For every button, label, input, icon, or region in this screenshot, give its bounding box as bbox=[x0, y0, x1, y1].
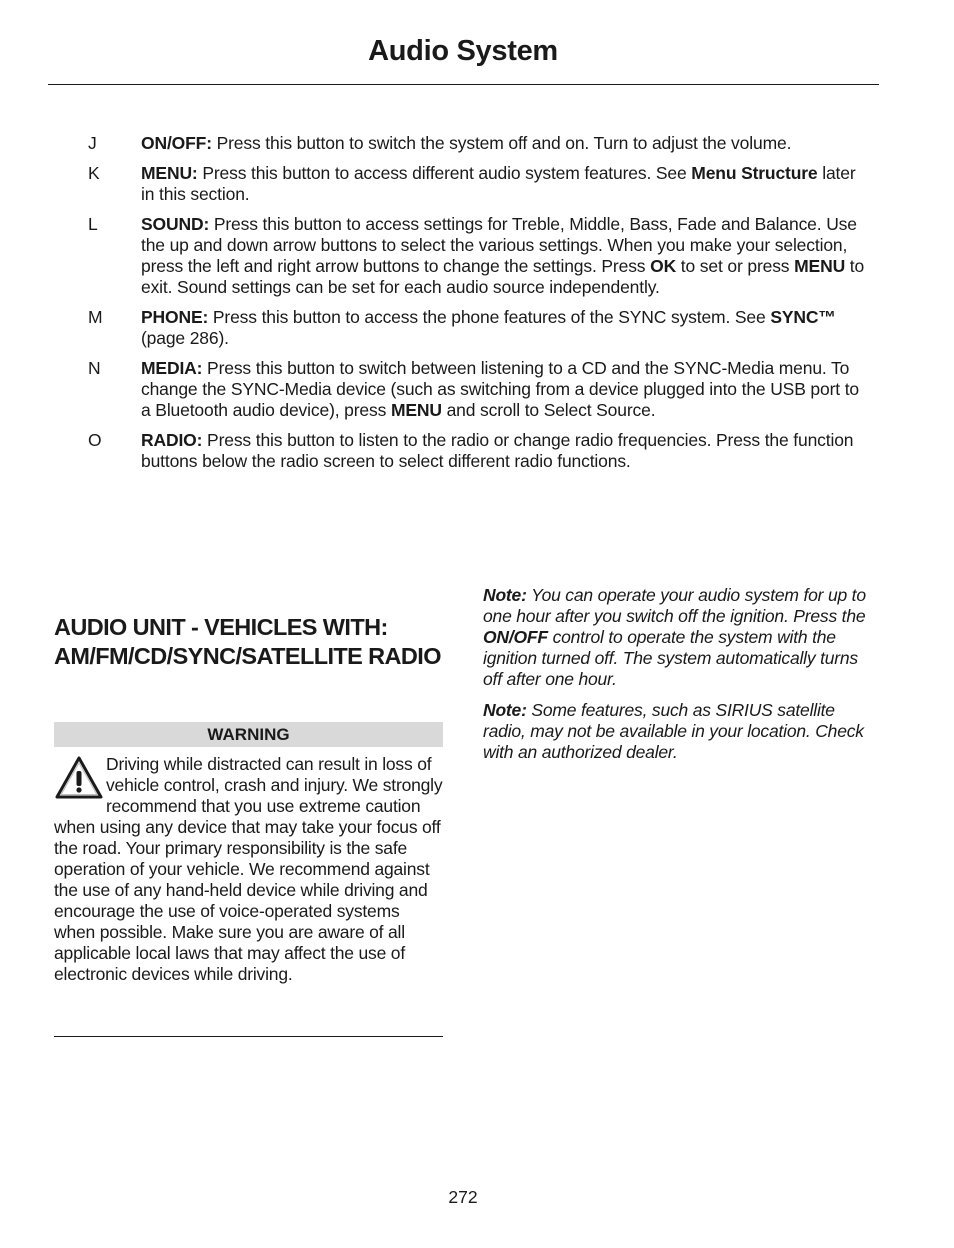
bold-text: PHONE: bbox=[141, 307, 209, 327]
bold-text: Note: bbox=[483, 700, 527, 720]
text-run: to set or press bbox=[676, 256, 795, 276]
text-run: to exit. Sound settings can be set for each audio source independently. bbox=[141, 256, 865, 297]
text-run: Press this button to listen to the radio or change radio frequencies. Press the function buttons below the radio screen to select different radio functions. bbox=[141, 430, 854, 471]
list-item bbox=[0, 133, 954, 154]
text-run: Press this button to access different audio system features. See bbox=[197, 163, 692, 183]
item-description bbox=[141, 163, 869, 205]
note-paragraph bbox=[483, 585, 878, 690]
text-run: control to operate the system with the ignition turned off. The system automatically turns off after one hour. bbox=[483, 627, 858, 689]
bold-text: MENU bbox=[390, 400, 442, 420]
bold-text: SYNC™ bbox=[770, 307, 836, 327]
list-item bbox=[0, 163, 954, 205]
item-letter: N bbox=[88, 358, 101, 378]
bold-text: MENU bbox=[794, 256, 846, 276]
bold-text: RADIO: bbox=[141, 430, 203, 450]
notes-column bbox=[483, 585, 878, 773]
item-letter: M bbox=[88, 307, 103, 327]
text-run: You can operate your audio system for up to one hour after you switch off the ignition. Press the bbox=[483, 585, 866, 626]
list-item bbox=[0, 430, 954, 472]
title-divider bbox=[48, 84, 879, 85]
bold-text: MEDIA: bbox=[141, 358, 203, 378]
button-description-list bbox=[0, 133, 954, 481]
warning-divider bbox=[54, 1036, 443, 1037]
list-item bbox=[0, 358, 954, 421]
list-item bbox=[0, 214, 954, 298]
bold-text: Note: bbox=[483, 585, 527, 605]
text-run: Press this button to access the phone features of the SYNC system. See bbox=[208, 307, 771, 327]
bold-text: ON/OFF bbox=[483, 627, 548, 647]
text-run: and scroll to Select Source. bbox=[441, 400, 656, 420]
warning-triangle-icon bbox=[54, 755, 104, 801]
item-letter: L bbox=[88, 214, 98, 234]
page-number: 272 bbox=[448, 1187, 478, 1207]
item-description bbox=[141, 307, 869, 349]
item-letter: K bbox=[88, 163, 100, 183]
item-description bbox=[141, 133, 869, 154]
note-paragraph bbox=[483, 700, 878, 763]
item-letter: O bbox=[88, 430, 102, 450]
item-letter: J bbox=[88, 133, 97, 153]
section-heading: AUDIO UNIT - VEHICLES WITH: AM/FM/CD/SYNC/SATELLITE RADIO bbox=[54, 614, 441, 669]
bold-text: MENU: bbox=[141, 163, 198, 183]
text-run: Press this button to access settings for Treble, Middle, Bass, Fade and Balance. Use the up and down arrow buttons to select the various settings. When you make your selection, press the left and right arrow buttons to change the settings. Press bbox=[141, 214, 857, 276]
bold-text: SOUND: bbox=[141, 214, 210, 234]
bold-text: Menu Structure bbox=[691, 163, 818, 183]
bold-text: ON/OFF: bbox=[141, 133, 212, 153]
text-run: Some features, such as SIRIUS satellite radio, may not be available in your location. Check with an authorized dealer. bbox=[483, 700, 864, 762]
item-description bbox=[141, 358, 869, 421]
list-item bbox=[0, 307, 954, 349]
text-run: later in this section. bbox=[141, 163, 856, 204]
item-description bbox=[141, 214, 869, 298]
bold-text: OK bbox=[650, 256, 677, 276]
text-run: (page 286). bbox=[141, 328, 229, 348]
text-run: Press this button to switch between listening to a CD and the SYNC-Media menu. To change the SYNC-Media device (such as switching from a device plugged into the USB port to a Bluetooth audio device), press bbox=[141, 358, 859, 420]
text-run: Press this button to switch the system off and on. Turn to adjust the volume. bbox=[211, 133, 792, 153]
page-title: Audio System bbox=[368, 35, 558, 67]
item-description bbox=[141, 430, 869, 472]
warning-box bbox=[54, 754, 443, 985]
warning-text: Driving while distracted can result in loss of vehicle control, crash and injury. We strongly recommend that you use extreme caution when using any device that may take your focus off the road. Your primary responsibility is the safe operation of your vehicle. We recommend against the use of any hand-held device while driving and encourage the use of voice-operated systems when possible. Make sure you are aware of all applicable local laws that may affect the use of electronic devices while driving. bbox=[54, 754, 443, 984]
warning-label: WARNING bbox=[54, 722, 443, 747]
